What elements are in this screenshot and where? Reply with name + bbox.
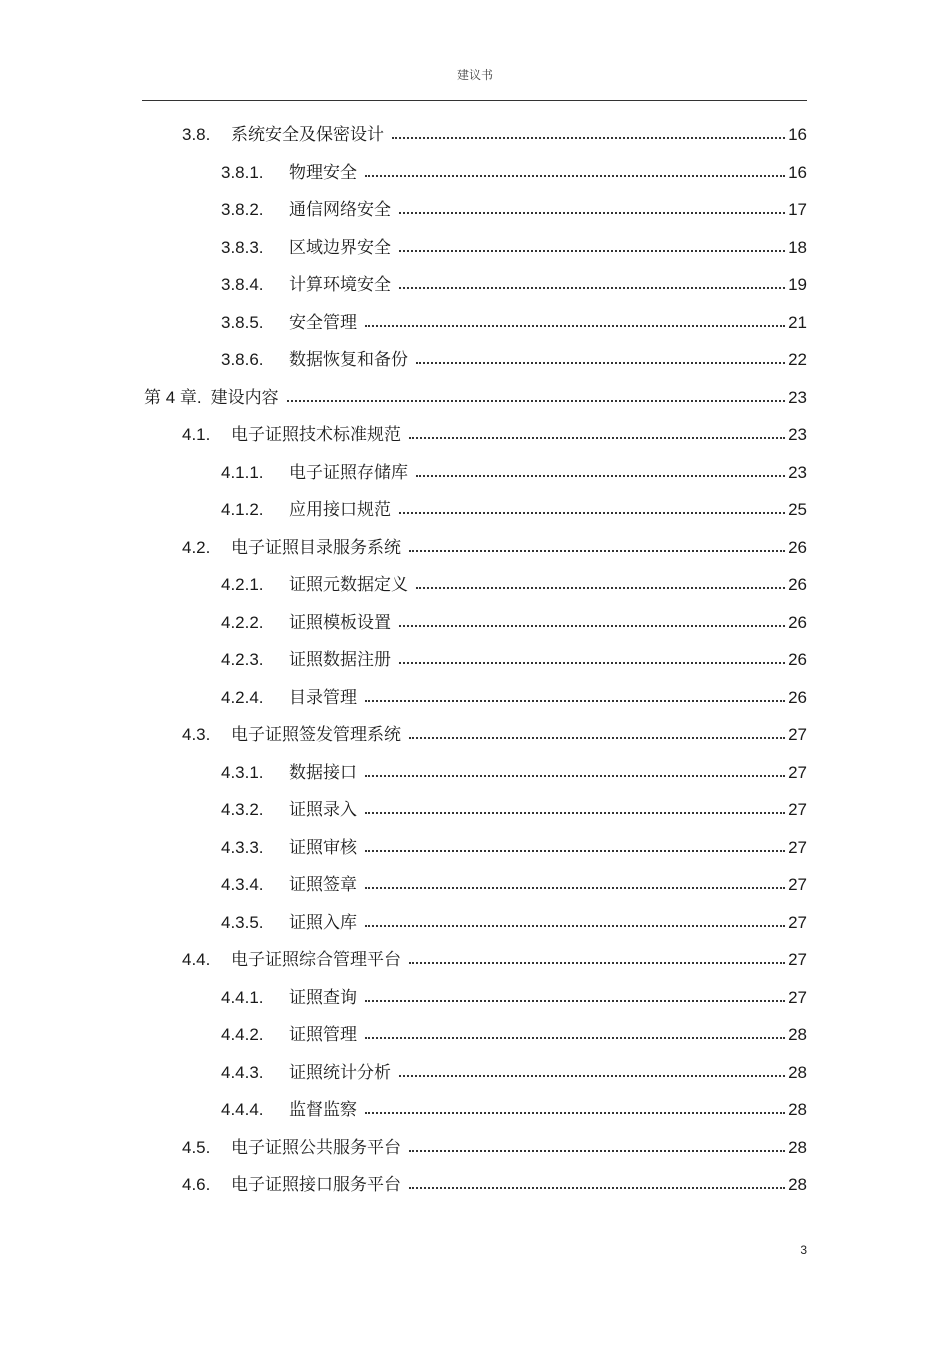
toc-entry-number: 4.4.2.	[221, 1025, 264, 1044]
toc-entry[interactable]	[221, 792, 807, 820]
toc-dot-leader	[399, 250, 785, 252]
toc-entry[interactable]	[182, 417, 807, 445]
toc-entry-page: 27	[788, 912, 807, 932]
toc-entry[interactable]	[182, 1167, 807, 1195]
toc-entry-number: 4.2.	[182, 537, 211, 557]
toc-entry-number: 4.3.4.	[221, 875, 264, 894]
toc-dot-leader	[365, 175, 785, 177]
toc-entry-title: 数据接口	[289, 762, 357, 783]
toc-entry[interactable]	[182, 117, 807, 145]
toc-entry-number: 4.3.2.	[221, 800, 264, 819]
toc-entry-page: 28	[788, 1100, 807, 1119]
toc-entry[interactable]	[182, 717, 807, 745]
toc-entry[interactable]	[221, 1017, 807, 1045]
toc-entry-number: 3.8.3.	[221, 237, 264, 257]
toc-dot-leader	[365, 1037, 785, 1039]
toc-entry[interactable]	[221, 267, 807, 295]
toc-entry[interactable]	[221, 605, 807, 633]
toc-entry-number: 4.4.	[182, 950, 211, 969]
toc-entry-page: 25	[788, 500, 807, 519]
toc-entry[interactable]	[221, 342, 807, 370]
toc-dot-leader	[409, 737, 785, 739]
toc-entry[interactable]	[221, 1092, 807, 1120]
toc-entry[interactable]	[221, 642, 807, 670]
toc-entry-page: 22	[788, 350, 807, 369]
toc-entry[interactable]	[221, 905, 807, 933]
toc-entry-title: 监督监察	[289, 1100, 357, 1120]
toc-entry-page: 27	[788, 762, 807, 782]
toc-entry-title: 数据恢复和备份	[289, 350, 408, 370]
toc-entry-page: 27	[788, 837, 807, 857]
toc-entry-title: 证照元数据定义	[289, 575, 408, 595]
toc-entry[interactable]	[221, 1055, 807, 1083]
toc-entry[interactable]	[221, 830, 807, 858]
toc-entry[interactable]	[221, 155, 807, 183]
toc-entry-title: 电子证照存储库	[289, 462, 408, 483]
toc-entry-title: 系统安全及保密设计	[231, 125, 384, 145]
toc-entry-page: 26	[788, 575, 807, 594]
toc-entry-number: 4.3.	[182, 725, 211, 744]
toc-entry-title: 建设内容	[210, 387, 279, 408]
toc-entry-page: 26	[788, 612, 807, 632]
toc-dot-leader	[365, 812, 785, 814]
toc-entry-page: 26	[788, 650, 807, 669]
toc-entry[interactable]	[221, 492, 807, 520]
toc-entry-number: 4.2.3.	[221, 650, 264, 669]
toc-entry[interactable]	[182, 1130, 807, 1158]
toc-entry-page: 28	[788, 1062, 807, 1082]
toc-entry-number: 3.8.6.	[221, 350, 264, 369]
toc-entry-number: 3.8.	[182, 125, 211, 144]
toc-entry-title: 目录管理	[289, 687, 357, 708]
toc-dot-leader	[416, 362, 785, 364]
running-header: 建议书	[456, 68, 493, 82]
toc-dot-leader	[365, 925, 785, 927]
toc-dot-leader	[365, 887, 785, 889]
toc-dot-leader	[409, 1150, 785, 1152]
toc-entry-page: 23	[788, 425, 807, 444]
toc-dot-leader	[365, 1112, 785, 1114]
toc-dot-leader	[287, 400, 785, 402]
toc-entry-number: 4.4.4.	[221, 1100, 264, 1119]
toc-entry-title: 证照签章	[289, 875, 357, 895]
toc-dot-leader	[416, 587, 785, 589]
toc-entry-number: 3.8.2.	[221, 200, 264, 219]
toc-entry-title: 安全管理	[289, 312, 357, 333]
toc-entry-page: 26	[788, 537, 807, 557]
toc-entry-page: 27	[788, 725, 807, 744]
toc-dot-leader	[409, 1187, 785, 1189]
toc-dot-leader	[365, 775, 785, 777]
toc-entry-number: 4.2.2.	[221, 612, 264, 632]
toc-entry-title: 证照数据注册	[289, 650, 391, 670]
toc-entry-number: 4.2.4.	[221, 687, 264, 707]
toc-dot-leader	[409, 962, 785, 964]
toc-entry-page: 19	[788, 275, 807, 294]
toc-dot-leader	[399, 287, 785, 289]
toc-entry-title: 计算环境安全	[289, 275, 391, 295]
toc-entry-page: 26	[788, 687, 807, 707]
toc-entry-number: 4.4.1.	[221, 987, 264, 1007]
toc-entry-number: 4.1.	[182, 425, 211, 444]
toc-dot-leader	[409, 550, 785, 552]
toc-entry-number: 4.4.3.	[221, 1062, 264, 1082]
toc-entry-number: 4.6.	[182, 1175, 211, 1194]
toc-entry-page: 27	[788, 987, 807, 1007]
toc-dot-leader	[399, 662, 785, 664]
toc-entry-page: 28	[788, 1175, 807, 1194]
toc-entry[interactable]	[221, 230, 807, 258]
toc-entry[interactable]	[221, 455, 807, 483]
toc-entry-title: 证照管理	[289, 1025, 357, 1045]
toc-dot-leader	[416, 475, 785, 477]
toc-entry-title: 证照审核	[289, 837, 357, 858]
toc-entry-number: 4.3.1.	[221, 762, 264, 782]
toc-entry[interactable]	[221, 867, 807, 895]
toc-entry-title: 电子证照公共服务平台	[231, 1137, 401, 1158]
toc-dot-leader	[399, 212, 785, 214]
toc-entry-page: 27	[788, 950, 807, 969]
toc-entry-page: 21	[788, 312, 807, 332]
toc-entry-page: 23	[788, 387, 807, 407]
toc-entry-title: 证照录入	[289, 800, 357, 820]
toc-entry-page: 16	[788, 125, 807, 144]
toc-entry-number: 4.5.	[182, 1137, 211, 1157]
toc-entry[interactable]	[221, 680, 807, 708]
toc-entry-page: 28	[788, 1025, 807, 1044]
toc-dot-leader	[365, 325, 785, 327]
page-number: 3	[800, 1243, 807, 1257]
toc-entry-number: 4.1.2.	[221, 500, 264, 519]
toc-entry-number: 4.3.5.	[221, 912, 264, 932]
toc-entry[interactable]	[144, 380, 807, 408]
toc-entry-title: 通信网络安全	[289, 200, 391, 220]
toc-entry-title: 证照统计分析	[289, 1062, 391, 1083]
toc-entry-title: 证照入库	[289, 912, 357, 933]
toc-dot-leader	[365, 850, 785, 852]
toc-entry-title: 区域边界安全	[289, 237, 391, 258]
toc-entry-title: 证照模板设置	[289, 612, 391, 633]
toc-entry-title: 应用接口规范	[289, 500, 391, 520]
toc-dot-leader	[399, 625, 785, 627]
toc-dot-leader	[399, 512, 785, 514]
toc-entry[interactable]	[182, 942, 807, 970]
toc-entry-title: 电子证照目录服务系统	[231, 537, 401, 558]
toc-entry-page: 27	[788, 800, 807, 819]
toc-entry-title: 电子证照综合管理平台	[231, 950, 401, 970]
toc-entry-page: 23	[788, 462, 807, 482]
toc-entry-number: 3.8.5.	[221, 312, 264, 332]
toc-entry[interactable]	[221, 305, 807, 333]
toc-entry-number: 3.8.1.	[221, 162, 264, 182]
toc-entry-page: 17	[788, 200, 807, 219]
toc-entry-page: 27	[788, 875, 807, 894]
toc-entry-number: 4.3.3.	[221, 837, 264, 857]
toc-entry-title: 物理安全	[289, 162, 357, 183]
toc-entry-title: 证照查询	[289, 987, 357, 1008]
toc-dot-leader	[365, 1000, 785, 1002]
toc-dot-leader	[365, 700, 785, 702]
toc-entry-page: 28	[788, 1137, 807, 1157]
toc-dot-leader	[399, 1075, 785, 1077]
toc-entry-number: 3.8.4.	[221, 275, 264, 294]
header-rule	[142, 100, 807, 101]
toc-entry-number: 第 4 章.	[144, 387, 202, 407]
toc-dot-leader	[392, 137, 785, 139]
toc-dot-leader	[409, 437, 785, 439]
toc-entry[interactable]	[221, 980, 807, 1008]
toc-entry-page: 18	[788, 237, 807, 257]
toc-entry-title: 电子证照技术标准规范	[231, 425, 401, 445]
toc-entry[interactable]	[221, 755, 807, 783]
toc-entry-title: 电子证照签发管理系统	[231, 725, 401, 745]
toc-entry-number: 4.1.1.	[221, 462, 264, 482]
toc-entry-page: 16	[788, 162, 807, 182]
toc-entry-number: 4.2.1.	[221, 575, 264, 594]
toc-entry[interactable]	[182, 530, 807, 558]
toc-entry-title: 电子证照接口服务平台	[231, 1175, 401, 1195]
toc-entry[interactable]	[221, 192, 807, 220]
toc-entry[interactable]	[221, 567, 807, 595]
